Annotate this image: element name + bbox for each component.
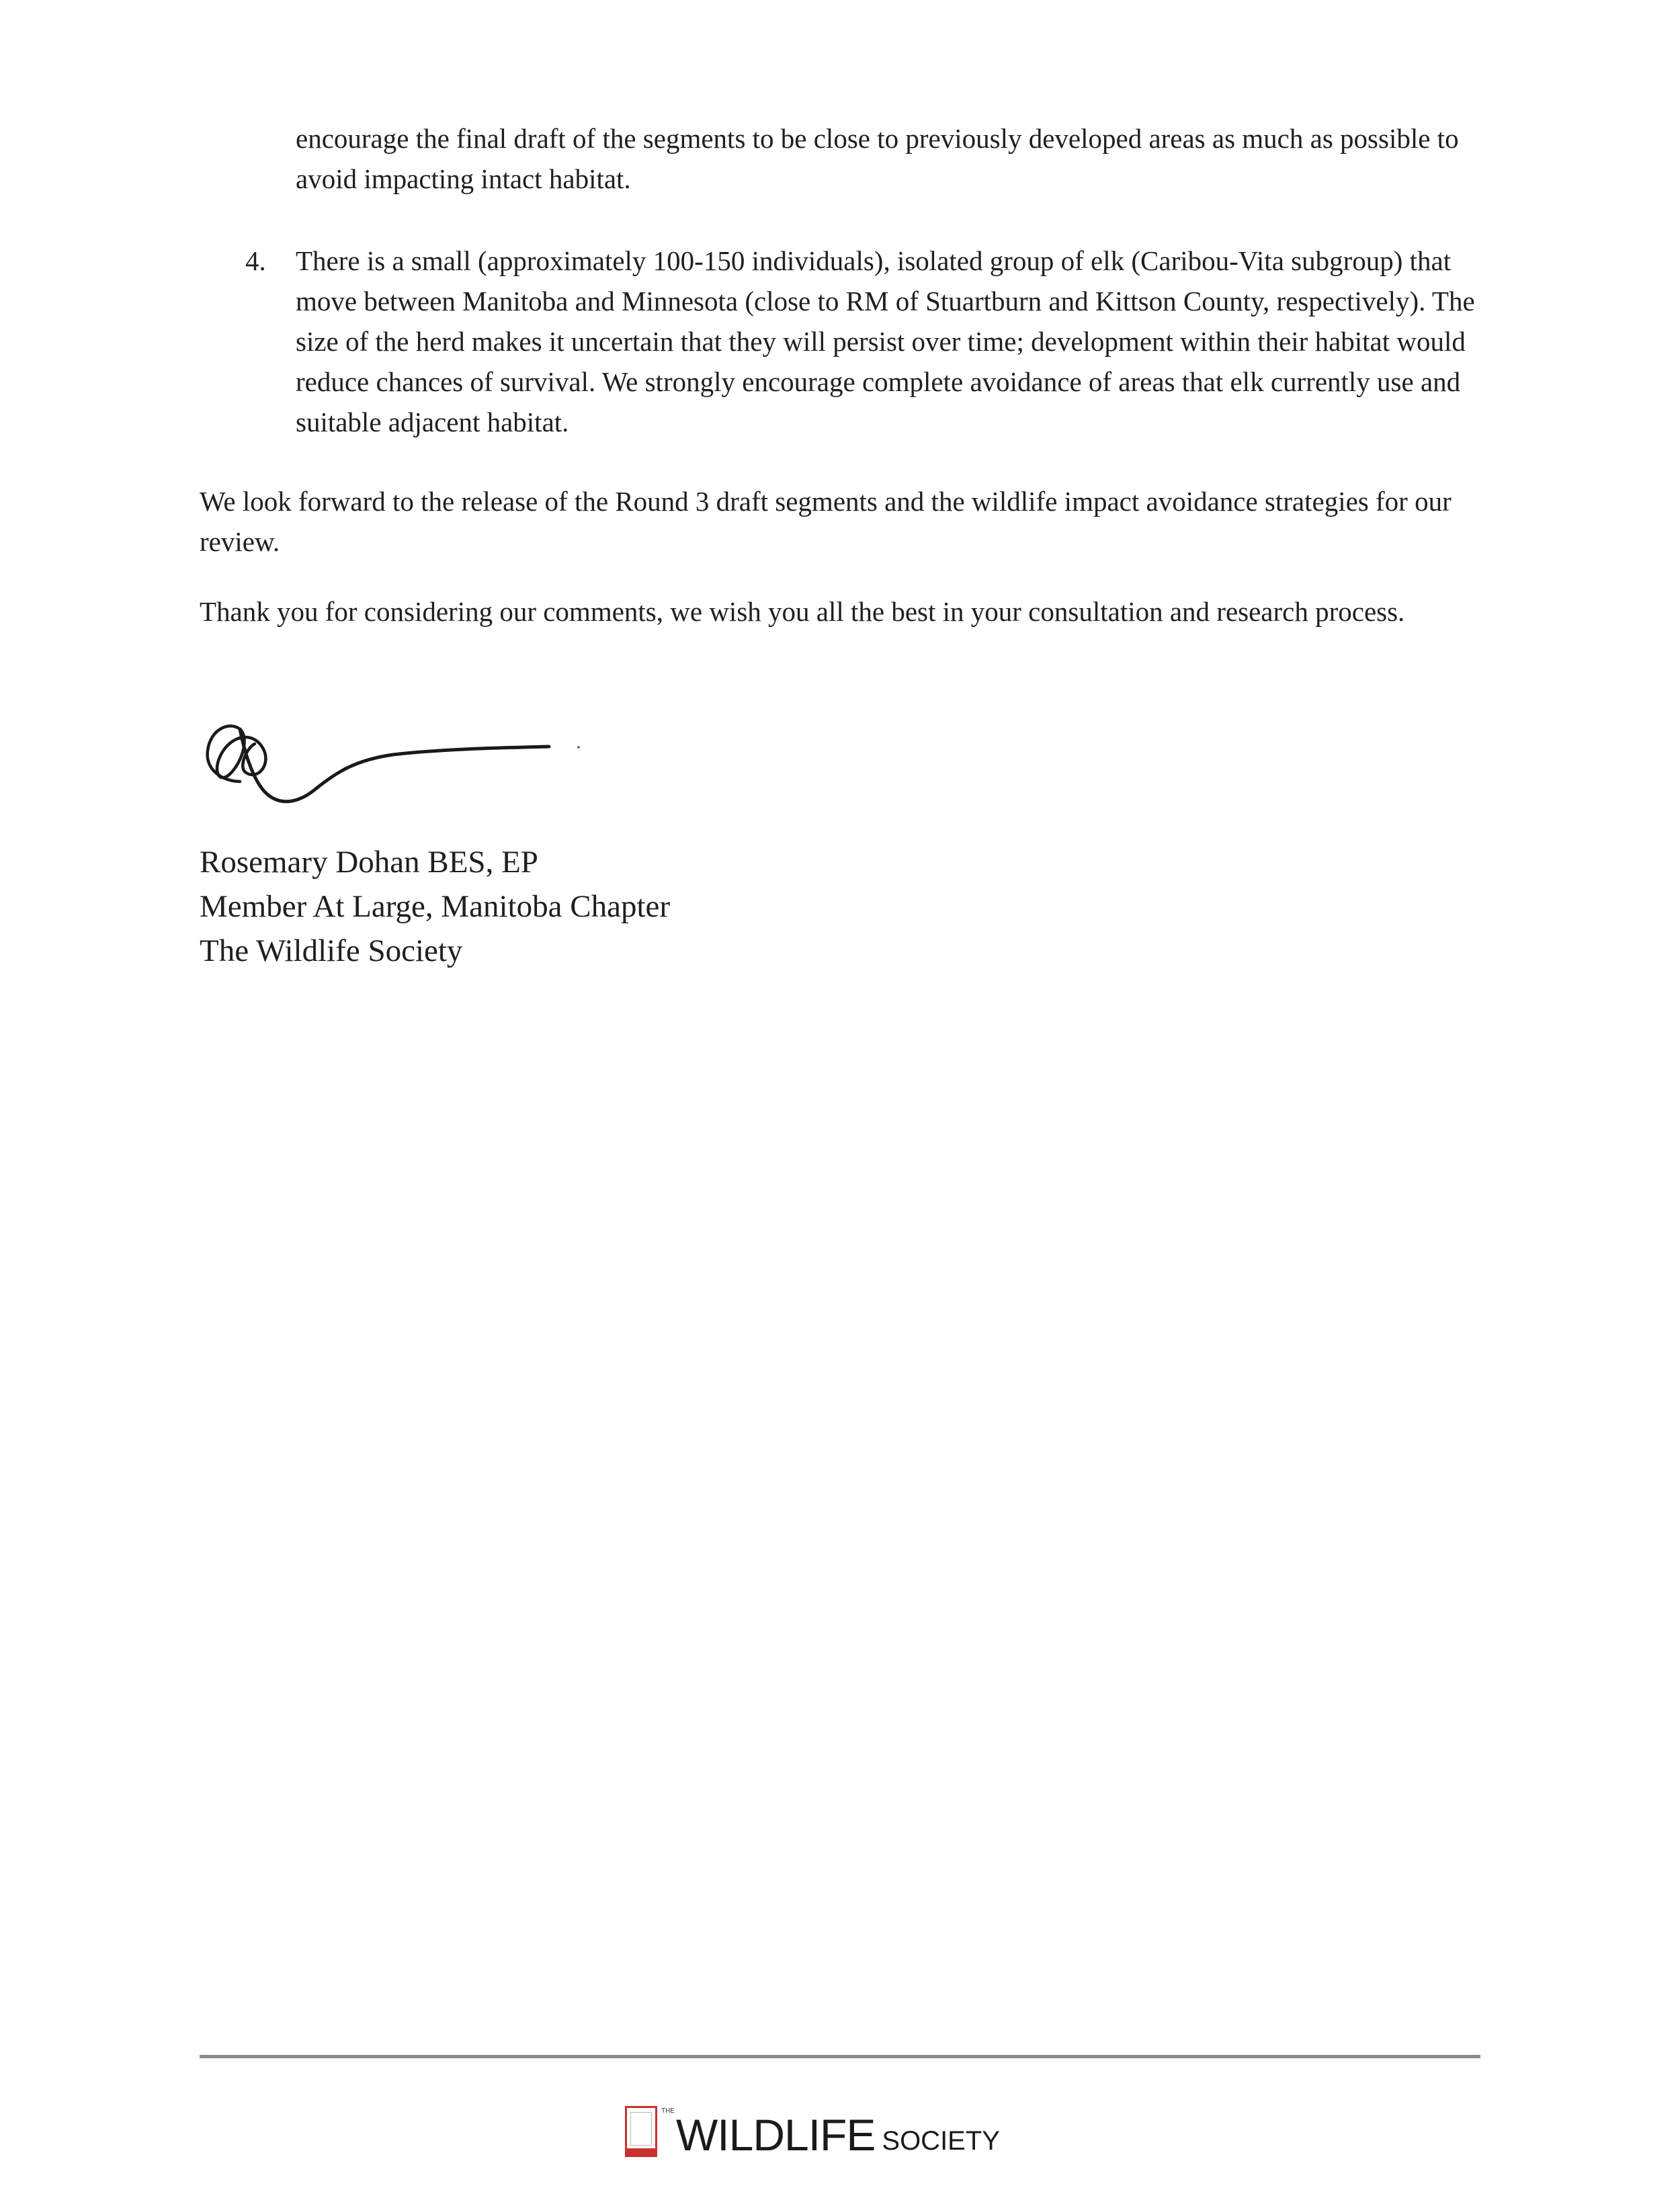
signer-title: Member At Large, Manitoba Chapter (200, 889, 671, 924)
logo-wildlife-text: WILDLIFE (676, 2110, 876, 2160)
journal-cover-icon (625, 2106, 657, 2157)
signer-organization: The Wildlife Society (200, 933, 463, 968)
footer-divider (200, 2055, 1480, 2058)
thanks-paragraph: Thank you for considering our comments, we wish you all the best in your consultation and research process. (200, 596, 1405, 627)
signature-block (200, 840, 670, 973)
list-item-text: There is a small (approximately 100-150 individuals), isolated group of elk (Caribou-Vita subgroup) that move between Manitoba and Minnesota (close to RM of Stuartburn and Kittson County, respectively). The size of the herd makes it uncertain that they will persist over time; development within their habitat would reduce chances of survival. We strongly encourage complete avoidance of areas that elk currently use and suitable adjacent habitat. (296, 245, 1475, 437)
logo-society-text: SOCIETY (882, 2126, 1000, 2156)
signer-name: Rosemary Dohan BES, EP (200, 845, 538, 880)
logo-the-text: THE (661, 2107, 675, 2115)
list-item-number: 4. (245, 245, 266, 276)
closing-paragraph: We look forward to the release of the Round 3 draft segments and the wildlife impact avoidance strategies for our review. (200, 486, 1452, 557)
footer-logo (625, 2103, 1000, 2160)
continued-paragraph: encourage the final draft of the segments to be close to previously developed areas as much as possible to avoid impacting intact habitat. (296, 123, 1459, 194)
handwritten-signature (198, 709, 601, 816)
